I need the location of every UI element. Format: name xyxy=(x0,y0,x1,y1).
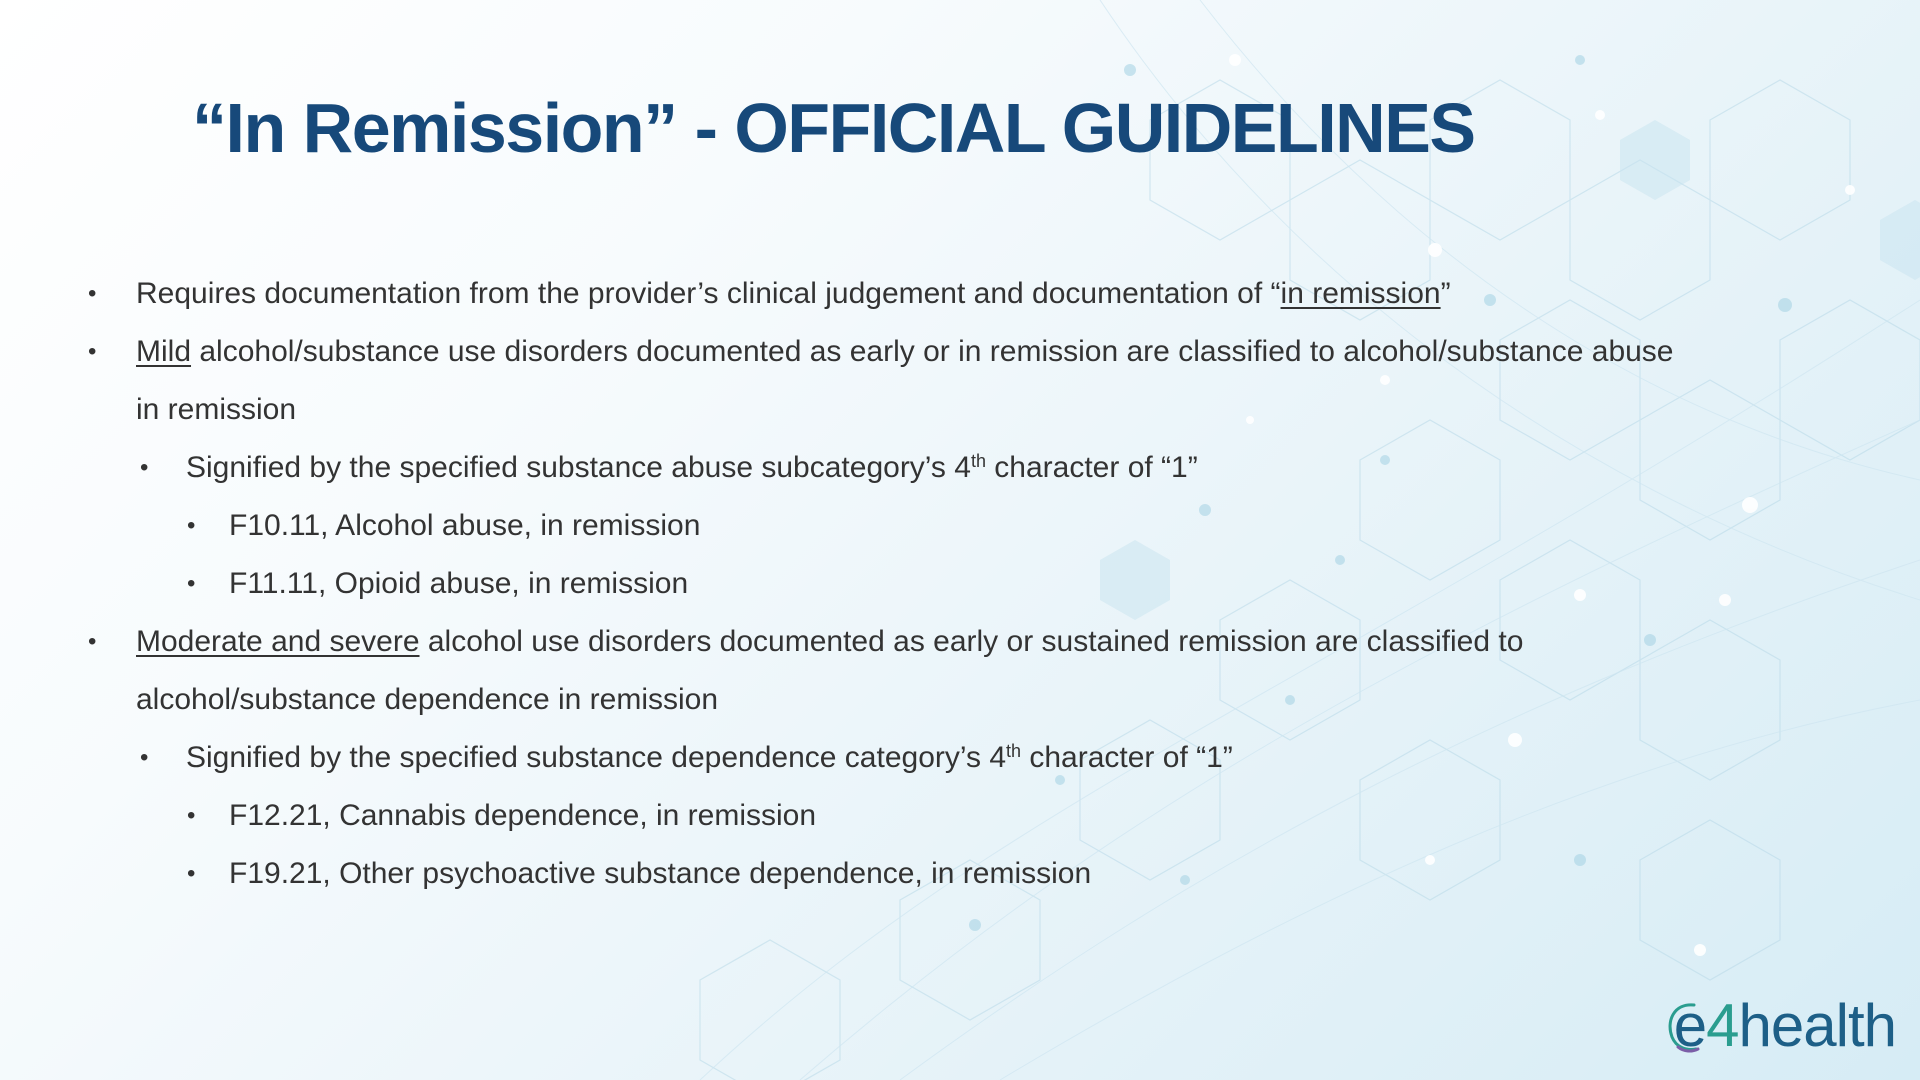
underlined-term: Mild xyxy=(136,335,192,368)
bullet-text: alcohol/substance dependence in remission xyxy=(136,683,719,716)
bullet-dot-icon: • xyxy=(88,338,97,365)
bullet-text: F19.21, Other psychoactive substance dependence, in remission xyxy=(229,857,1092,890)
superscript: th xyxy=(1006,741,1022,761)
bullet-dot-icon: • xyxy=(140,454,149,481)
bullet-text: in remission xyxy=(136,393,297,426)
bullet-text: Signified by the specified substance abuse subcategory’s 4 xyxy=(186,451,971,484)
bullet-mild-disorders-continuation xyxy=(0,381,1920,439)
bullet-text: Signified by the specified substance dependence category’s 4 xyxy=(186,741,1007,774)
example-code xyxy=(0,845,1920,903)
logo-text-accent: 4 xyxy=(1706,992,1739,1059)
bullet-dot-icon: • xyxy=(187,860,196,887)
bullet-text: alcohol use disorders documented as early or sustained remission are classified to xyxy=(419,625,1524,658)
example-code xyxy=(0,555,1920,613)
superscript: th xyxy=(970,451,986,471)
bullet-mild-disorders xyxy=(0,323,1920,381)
bullet-text: alcohol/substance use disorders documented as early or in remission are classified to alcohol/substance abuse xyxy=(191,335,1674,368)
bullet-list xyxy=(0,265,1920,903)
sub-bullet-abuse-character xyxy=(0,439,1920,497)
bullet-text: Requires documentation from the provider’s clinical judgement and documentation of “ xyxy=(136,277,1281,310)
bullet-text: ” xyxy=(1440,277,1451,310)
bullet-dot-icon: • xyxy=(187,512,196,539)
logo-text-prefix: e xyxy=(1673,992,1707,1059)
bullet-text: character of “1” xyxy=(1021,741,1233,774)
logo-text-suffix: health xyxy=(1738,992,1896,1059)
bullet-documentation-requirement xyxy=(0,265,1920,323)
bullet-dot-icon: • xyxy=(187,802,196,829)
underlined-term: in remission xyxy=(1280,277,1441,310)
underlined-term: Moderate and severe xyxy=(136,625,420,658)
bullet-text: F11.11, Opioid abuse, in remission xyxy=(229,567,689,600)
bullet-dot-icon: • xyxy=(88,280,97,307)
bullet-text: F12.21, Cannabis dependence, in remission xyxy=(229,799,817,832)
logo-text xyxy=(1674,991,1896,1060)
example-code xyxy=(0,787,1920,845)
e4health-logo xyxy=(1664,991,1896,1060)
bullet-text: character of “1” xyxy=(985,451,1198,484)
bullet-dot-icon: • xyxy=(187,570,196,597)
bullet-moderate-severe-continuation xyxy=(0,671,1920,729)
bullet-dot-icon: • xyxy=(88,628,97,655)
sub-bullet-dependence-character xyxy=(0,729,1920,787)
bullet-dot-icon: • xyxy=(140,744,149,771)
bullet-moderate-severe-disorders xyxy=(0,613,1920,671)
example-code xyxy=(0,497,1920,555)
slide-title: “In Remission” - OFFICIAL GUIDELINES xyxy=(192,89,1475,167)
bullet-text: F10.11, Alcohol abuse, in remission xyxy=(229,509,701,542)
